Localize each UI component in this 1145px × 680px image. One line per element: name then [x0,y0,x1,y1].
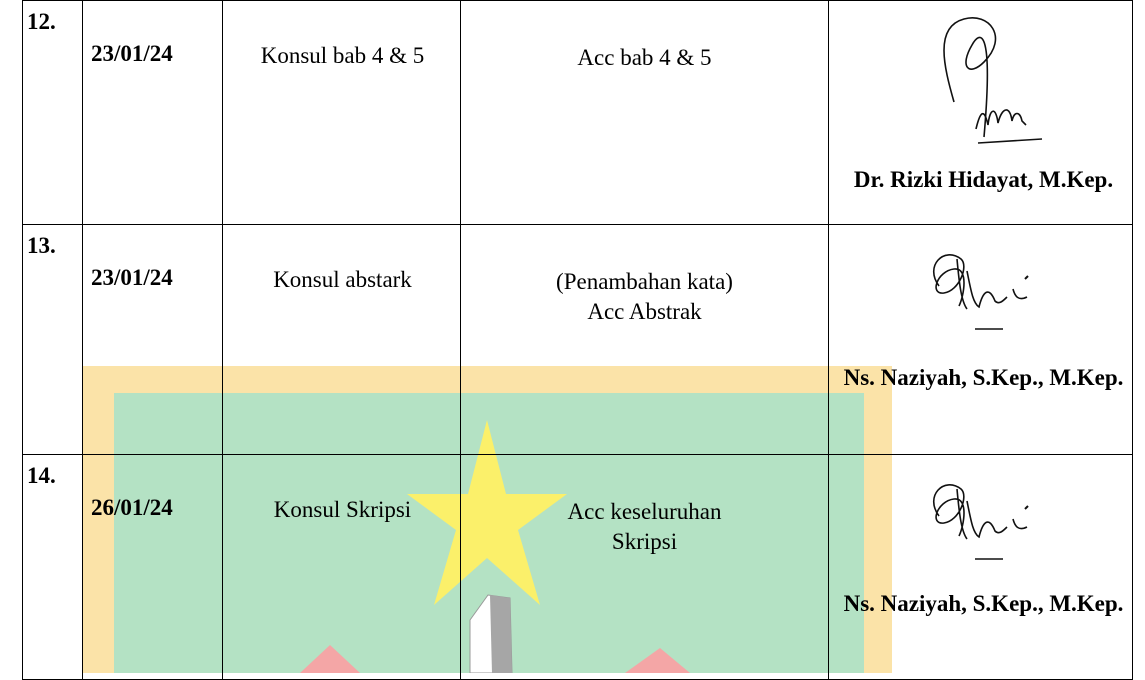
signature-image [909,461,1059,571]
date-cell: 23/01/24 [83,1,223,225]
signature-image [909,231,1059,341]
signer-name: Ns. Naziyah, S.Kep., M.Kep. [843,365,1124,390]
signer-name: Dr. Rizki Hidayat, M.Kep. [853,167,1114,192]
result-cell [461,225,829,455]
result-line: Acc Abstrak [587,299,702,324]
row-number: 13. [23,225,83,455]
row-number: 12. [23,1,83,225]
signer-name: Ns. Naziyah, S.Kep., M.Kep. [843,591,1124,616]
signature-cell [829,1,1133,225]
table-row [23,455,1133,680]
date-cell: 23/01/24 [83,225,223,455]
result-line: Acc keseluruhan [567,499,722,524]
activity-cell: Konsul Skripsi [223,455,461,680]
result-cell [461,455,829,680]
signature-cell [829,225,1133,455]
signature-image [914,7,1054,157]
table-row [23,1,1133,225]
signature-cell [829,455,1133,680]
consultation-log-table [22,0,1133,680]
table-row [23,225,1133,455]
result-line: (Penambahan kata) [556,269,733,294]
result-cell: Acc bab 4 & 5 [461,1,829,225]
result-line: Skripsi [611,529,678,554]
row-number: 14. [23,455,83,680]
activity-cell: Konsul abstark [223,225,461,455]
date-cell: 26/01/24 [83,455,223,680]
activity-cell: Konsul bab 4 & 5 [223,1,461,225]
